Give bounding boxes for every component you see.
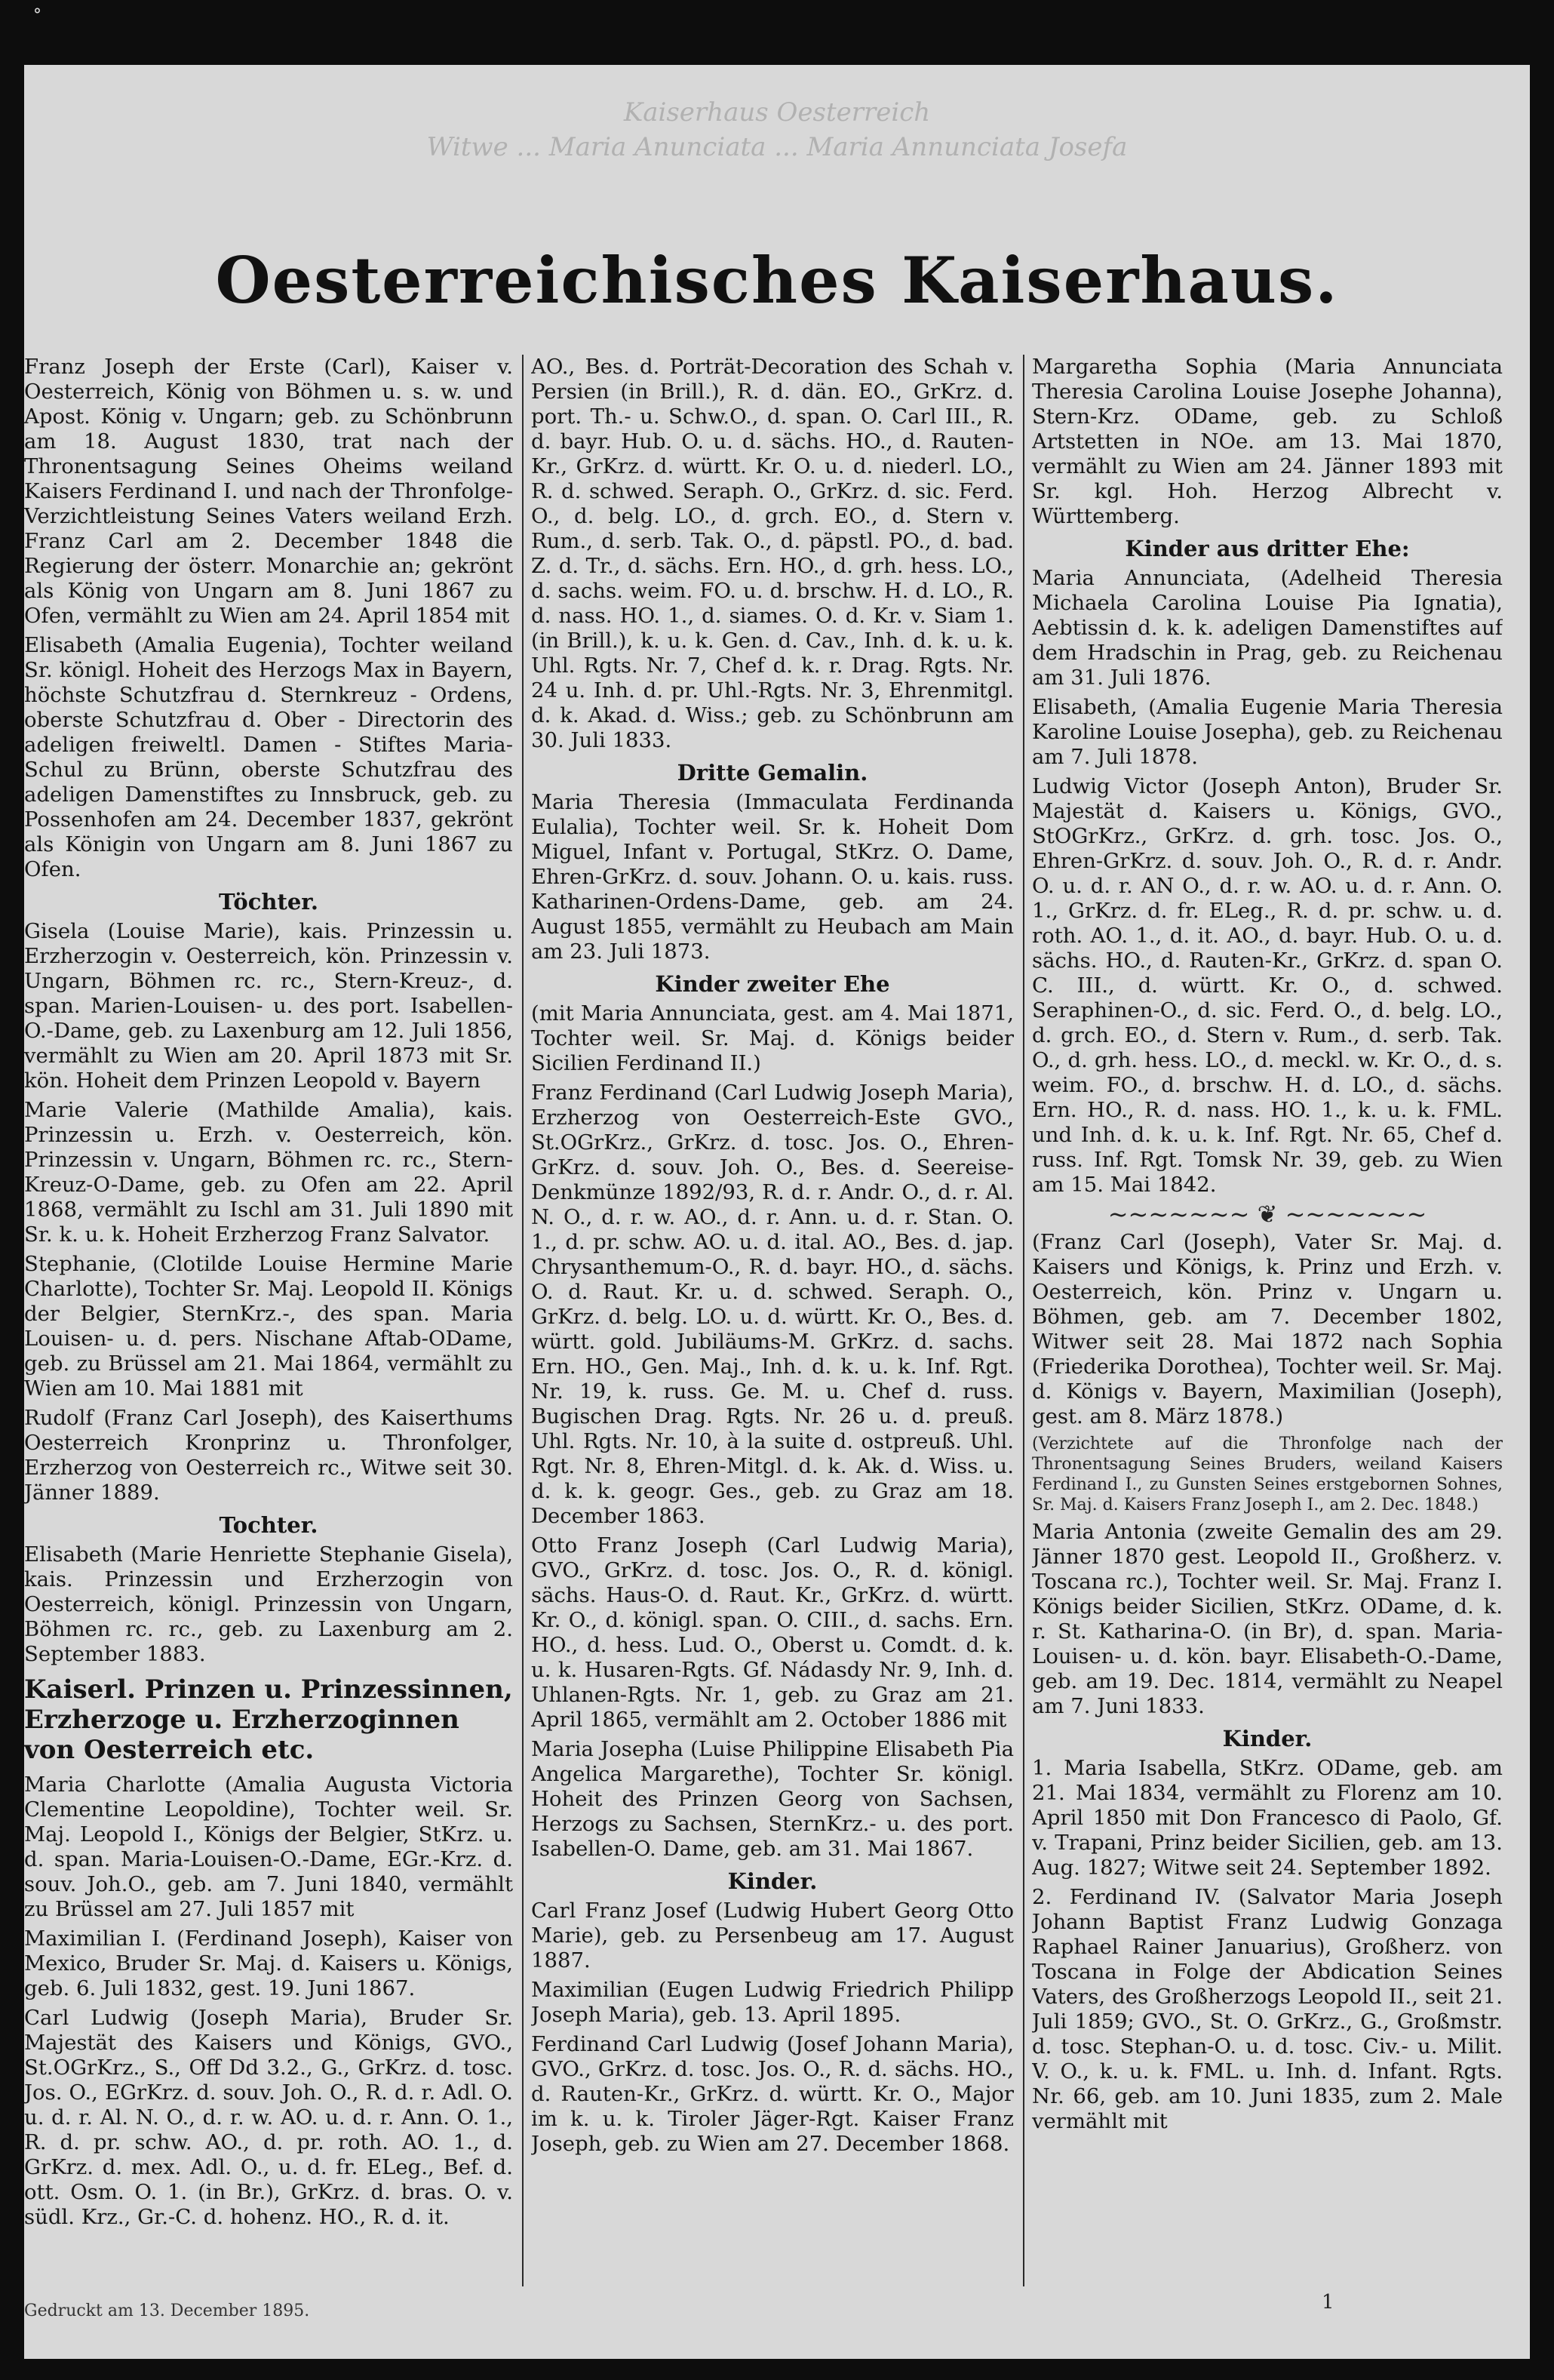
section-heading: Kinder aus dritter Ehe:: [1125, 536, 1410, 561]
section-heading: Dritte Gemalin.: [677, 760, 868, 786]
entry-marie-valerie: Marie Valerie (Mathilde Amalia), kais. Prinzessin u. Erzh. v. Oesterreich, kön. Prinzessin v. Ungarn, Böhmen rc. rc., Stern-Kreuz-O-Dame, geb. zu Ofen am 22. April 1868, vermählt zu Ischl am 31. Juli 1890 mit Sr. k. u. k. Hoheit Erzherzog Franz Salvator.: [24, 1098, 513, 1247]
entry-maximilian-child: Maximilian (Eugen Ludwig Friedrich Philipp Joseph Maria), geb. 13. April 1895.: [531, 1978, 1014, 2027]
entry-maria-josepha: Maria Josepha (Luise Philippine Elisabeth Pia Angelica Margarethe), Tochter Sr. königl. Hoheit des Prinzen Georg von Sachsen, Herzogs zu Sachsen, SternKrz.- u. des port. Isabellen-O. Dame, geb. am 31. Mai 1867.: [531, 1737, 1014, 1861]
page-number: 1: [1322, 2291, 1334, 2314]
entry-elisabeth: Elisabeth (Amalia Eugenia), Tochter weiland Sr. königl. Hoheit des Herzogs Max in Bayern, höchste Schutzfrau d. Sternkreuz - Ordens, oberste Schutzfrau d. Ober - Directorin des adeligen freiweltl. Damen - Stiftes Maria-Schul zu Brünn, oberste Schutzfrau des adeligen Damenstiftes zu Innsbruck, geb. zu Possenhofen am 24. December 1837, gekrönt als Königin von Ungarn am 8. Juni 1867 zu Ofen.: [24, 633, 513, 881]
section-heading: Kinder zweiter Ehe: [655, 971, 890, 997]
section-heading: Kinder.: [727, 1868, 818, 1894]
ornament-divider: ~~~~~~~ ❦ ~~~~~~~: [1107, 1200, 1427, 1228]
entry-maria-annunciata: Maria Annunciata, (Adelheid Theresia Michaela Carolina Louise Pia Ignatia), Aebtissin d. k. k. adeligen Damenstiftes auf dem Hradschin in Prag, geb. zu Reichenau am 31. Juli 1876.: [1032, 566, 1503, 690]
entry-gisela: Gisela (Louise Marie), kais. Prinzessin u. Erzherzogin v. Oesterreich, kön. Prinzessin v. Ungarn, Böhmen rc. rc., Stern-Kreuz-, d. span. Marien-Louisen- u. des port. Isabellen-O.-Dame, geb. zu Laxenburg am 12. Juli 1856, vermählt zu Wien am 20. April 1873 mit Sr. kön. Hoheit dem Prinzen Leopold v. Bayern: [24, 919, 513, 1093]
section-heading: Kaiserl. Prinzen u. Prinzessinnen, Erzherzoge u. Erzherzoginnen von Oesterreich etc.: [24, 1674, 513, 1765]
entry-maria-theresia: Maria Theresia (Immaculata Ferdinanda Eulalia), Tochter weil. Sr. k. Hoheit Dom Miguel, Infant v. Portugal, StKrz. O. Dame, Ehren-GrKrz. d. souv. Johann. O. u. kais. russ. Katharinen-Ordens-Dame, geb. am 24. August 1855, vermählt zu Heubach am Main am 23. Juli 1873.: [531, 790, 1014, 964]
page-title: Oesterreichisches Kaiserhaus.: [215, 243, 1339, 318]
entry-note: (mit Maria Annunciata, gest. am 4. Mai 1871, Tochter weil. Sr. Maj. d. Königs beider Sicilien Ferdinand II.): [531, 1001, 1014, 1075]
column-divider: [522, 355, 524, 2286]
column-divider: [1023, 355, 1024, 2286]
column-middle: [531, 355, 1014, 2294]
entry-ferdinand-carl: Ferdinand Carl Ludwig (Josef Johann Maria), GVO., GrKrz. d. tosc. Jos. O., R. d. sächs. HO., d. Rauten-Kr., GrKrz. d. württ. Kr. O., Major im k. u. k. Tiroler Jäger-Rgt. Kaiser Franz Joseph, geb. zu Wien am 27. December 1868.: [531, 2032, 1014, 2156]
column-left: [24, 355, 513, 2294]
section-heading: Töchter.: [218, 889, 319, 915]
entry-ferdinand-iv: 2. Ferdinand IV. (Salvator Maria Joseph Johann Baptist Franz Ludwig Gonzaga Raphael Rainer Januarius), Großherz. von Toscana in Folge der Abdication Seines Vaters, des Großherzogs Leopold II., seit 21. Juli 1859; GVO., St. O. GrKrz., G., Großmstr. d. tosc. Stephan-O. u. d. tosc. Civ.- u. Milit. V. O., k. u. k. FML. u. Inh. d. Infant. Rgts. Nr. 66, geb. am 10. Juni 1835, zum 2. Male vermählt mit: [1032, 1885, 1503, 2133]
entry-elisabeth-daughter: Elisabeth (Marie Henriette Stephanie Gisela), kais. Prinzessin und Erzherzogin von Oesterreich, königl. Prinzessin von Ungarn, Böhmen rc. rc., geb. zu Laxenburg am 2. September 1883.: [24, 1542, 513, 1666]
entry-maria-isabella: 1. Maria Isabella, StKrz. ODame, geb. am 21. Mai 1834, vermählt zu Florenz am 10. April 1850 mit Don Francesco di Paolo, Gf. v. Trapani, Prinz beider Sicilien, geb. am 13. Aug. 1827; Witwe seit 24. September 1892.: [1032, 1756, 1503, 1880]
entry-otto: Otto Franz Joseph (Carl Ludwig Maria), GVO., GrKrz. d. tosc. Jos. O., R. d. königl. sächs. Haus-O. d. Raut. Kr., GrKrz. d. württ. Kr. O., d. königl. span. O. CIII., d. sachs. Ern. HO., d. hess. Lud. O., Oberst u. Comdt. d. k. u. k. Husaren-Rgts. Gf. Nádasdy Nr. 9, Inh. d. Uhlanen-Rgts. Nr. 1, geb. zu Graz am 21. April 1865, vermählt am 2. October 1886 mit: [531, 1533, 1014, 1732]
entry-franz-joseph: Franz Joseph der Erste (Carl), Kaiser v. Oesterreich, König von Böhmen u. s. w. und Apost. König v. Ungarn; geb. zu Schönbrunn am 18. August 1830, trat nach der Thronentsagung Seines Oheims weiland Kaisers Ferdinand I. und nach der Thronfolge-Verzichtleistung Seines Vaters weiland Erzh. Franz Carl am 2. December 1848 die Regierung der österr. Monarchie an; gekrönt als König von Ungarn am 8. Juni 1867 zu Ofen, vermählt zu Wien am 24. April 1854 mit: [24, 355, 513, 628]
entry-margaretha-sophia: Margaretha Sophia (Maria Annunciata Theresia Carolina Louise Josephe Johanna), Stern-Krz. ODame, geb. zu Schloß Artstetten in NOe. am 13. Mai 1870, vermählt zu Wien am 24. Jänner 1893 mit Sr. kgl. Hoh. Herzog Albrecht v. Württemberg.: [1032, 355, 1503, 528]
entry-maria-charlotte: Maria Charlotte (Amalia Augusta Victoria Clementine Leopoldine), Tochter weil. Sr. Maj. Leopold I., Königs der Belgier, StKrz. u. d. span. Maria-Louisen-O.-Dame, EGr.-Krz. d. souv. Joh.O., geb. am 7. Juni 1840, vermählt zu Brüssel am 27. Juli 1857 mit: [24, 1773, 513, 1921]
entry-elisabeth-amalia: Elisabeth, (Amalia Eugenie Maria Theresia Karoline Louise Josepha), geb. zu Reichenau am 7. Juli 1878.: [1032, 695, 1503, 769]
section-heading: Tochter.: [219, 1512, 318, 1538]
entry-stephanie: Stephanie, (Clotilde Louise Hermine Marie Charlotte), Tochter Sr. Maj. Leopold II. Königs der Belgier, SternKrz.-, des span. Maria Louisen- u. d. pers. Nischane Aftab-ODame, geb. zu Brüssel am 21. Mai 1864, vermählt zu Wien am 10. Mai 1881 mit: [24, 1252, 513, 1401]
corner-mark: °: [33, 6, 41, 25]
entry-maria-antonia: Maria Antonia (zweite Gemalin des am 29. Jänner 1870 gest. Leopold II., Großherz. v. Toscana rc.), Tochter weil. Sr. Maj. Franz I. Königs beider Sicilien, StKrz. ODame, d. k. r. St. Katharina-O. (in Br), d. span. Maria-Louisen- u. d. kön. bayr. Elisabeth-O.-Dame, geb. am 19. Dec. 1814, vermählt zu Neapel am 7. Juni 1833.: [1032, 1520, 1503, 1718]
entry-franz-carl: (Franz Carl (Joseph), Vater Sr. Maj. d. Kaisers und Königs, k. Prinz und Erzh. v. Oesterreich, kön. Prinz v. Ungarn u. Böhmen, geb. am 7. December 1802, Witwer seit 28. Mai 1872 nach Sophia (Friederika Dorothea), Tochter weil. Sr. Maj. d. Königs v. Bayern, Maximilian (Joseph), gest. am 8. März 1878.): [1032, 1230, 1503, 1428]
section-heading: Kinder.: [1222, 1726, 1313, 1751]
bleed-through-text: Kaiserhaus Oesterreich Witwe ... Maria Anunciata ... Maria Annunciata Josefa: [426, 97, 1128, 162]
document-page: [24, 65, 1530, 2359]
entry-rudolf: Rudolf (Franz Carl Joseph), des Kaiserthums Oesterreich Kronprinz u. Thronfolger, Erzherzog von Oesterreich rc., Witwe seit 30. Jänner 1889.: [24, 1406, 513, 1505]
entry-maximilian: Maximilian I. (Ferdinand Joseph), Kaiser von Mexico, Bruder Sr. Maj. d. Kaisers u. Königs, geb. 6. Juli 1832, gest. 19. Juni 1867.: [24, 1926, 513, 2000]
entry-carl-franz-josef: Carl Franz Josef (Ludwig Hubert Georg Otto Marie), geb. zu Persenbeug am 17. August 1887.: [531, 1899, 1014, 1973]
print-date: Gedruckt am 13. December 1895.: [24, 2302, 310, 2320]
entry-carl-ludwig: Carl Ludwig (Joseph Maria), Bruder Sr. Majestät des Kaisers und Königs, GVO., St.OGrKrz., S., Off Dd 3.2., G., GrKrz. d. tosc. Jos. O., EGrKrz. d. souv. Joh. O., R. d. r. Adl. O. u. d. r. Al. N. O., d. r. w. AO. u. d. r. Ann. O. 1., R. d. pr. schw. AO., d. pr. roth. AO. 1., d. GrKrz. d. mex. Adl. O., u. d. fr. ELeg., Bef. d. ott. Osm. O. 1. (in Br.), GrKrz. d. bras. O. v. südl. Krz., Gr.-C. d. hohenz. HO., R. d. it.: [24, 2006, 513, 2229]
entry-ludwig-victor: Ludwig Victor (Joseph Anton), Bruder Sr. Majestät d. Kaisers u. Königs, GVO., StOGrKrz., GrKrz. d. grh. tosc. Jos. O., Ehren-GrKrz. d. souv. Joh. O., R. d. r. Andr. O. u. d. r. AN O., d. r. w. AO. u. d. r. Ann. O. 1., GrKrz. d. fr. ELeg., R. d. pr. schw. u. d. roth. AO. 1., d. it. AO., d. bayr. Hub. O. u. d. sächs. HO., d. Rauten-Kr., GrKrz. d. span O. C. III., d. württ. Kr. O., d. schwed. Seraphinen-O., d. sic. Ferd. O., d. belg. LO., d. grch. EO., d. Stern v. Rum., d. serb. Tak. O., d. grh. hess. LO., d. meckl. w. Kr. O., d. s. weim. FO., d. brschw. H. d. LO., d. sächs. Ern. HO., R. d. nass. HO. 1., k. u. k. FML. und Inh. d. k. u. k. Inf. Rgt. Nr. 65, Chef d. russ. Inf. Rgt. Tomsk Nr. 39, geb. zu Wien am 15. Mai 1842.: [1032, 774, 1503, 1197]
entry-footnote: (Verzichtete auf die Thronfolge nach der Thronentsagung Seines Bruders, weiland Kaisers Ferdinand I., zu Gunsten Seines erstgebornen Sohnes, Sr. Maj. d. Kaisers Franz Joseph I., am 2. Dec. 1848.): [1032, 1434, 1503, 1514]
column-right: [1032, 355, 1503, 2294]
entry-franz-ferdinand: Franz Ferdinand (Carl Ludwig Joseph Maria), Erzherzog von Oesterreich-Este GVO., St.OGrKrz., GrKrz. d. tosc. Jos. O., Ehren-GrKrz. d. souv. Joh. O., Bes. d. Seereise-Denkmünze 1892/93, R. d. r. Andr. O., d. r. Al. N. O., d. r. w. AO., d. r. Ann. u. d. r. Stan. O. 1., d. pr. schw. AO. u. d. ital. AO., Bes. d. jap. Chrysanthemum-O., R. d. bayr. HO., d. sächs. O. d. Raut. Kr. u. d. schwed. Seraph. O., GrKrz. d. belg. LO. u. d. württ. Kr. O., Bes. d. württ. gold. Jubiläums-M. GrKrz. d. sachs. Ern. HO., Gen. Maj., Inh. d. k. u. k. Inf. Rgt. Nr. 19, k. russ. Ge. M. u. Chef d. russ. Bugischen Drag. Rgts. Nr. 26 u. d. preuß. Uhl. Rgts. Nr. 10, à la suite d. ostpreuß. Uhl. Rgt. Nr. 8, Ehren-Mitgl. d. k. Ak. d. Wiss. u. d. k. k. geogr. Ges., geb. zu Graz am 18. December 1863.: [531, 1081, 1014, 1528]
entry-carl-ludwig-cont: AO., Bes. d. Porträt-Decoration des Schah v. Persien (in Brill.), R. d. dän. EO., GrKrz. d. port. Th.- u. Schw.O., d. span. O. Carl III., R. d. bayr. Hub. O. u. d. sächs. HO., d. Rauten-Kr., GrKrz. d. württ. Kr. O. u. d. niederl. LO., R. d. schwed. Seraph. O., GrKrz. d. sic. Ferd. O., d. belg. LO., d. grch. EO., d. Stern v. Rum., d. serb. Tak. O., d. päpstl. PO., d. bad. Z. d. Tr., d. sächs. Ern. HO., d. grh. hess. LO., d. sachs. weim. FO. u. d. brschw. H. d. LO., R. d. nass. HO. 1., d. siames. O. d. Kr. v. Siam 1. (in Brill.), k. u. k. Gen. d. Cav., Inh. d. k. u. k. Uhl. Rgts. Nr. 7, Chef d. k. r. Drag. Rgts. Nr. 24 u. Inh. d. pr. Uhl.-Rgts. Nr. 3, Ehrenmitgl. d. k. Akad. d. Wiss.; geb. zu Schönbrunn am 30. Juli 1833.: [531, 355, 1014, 752]
